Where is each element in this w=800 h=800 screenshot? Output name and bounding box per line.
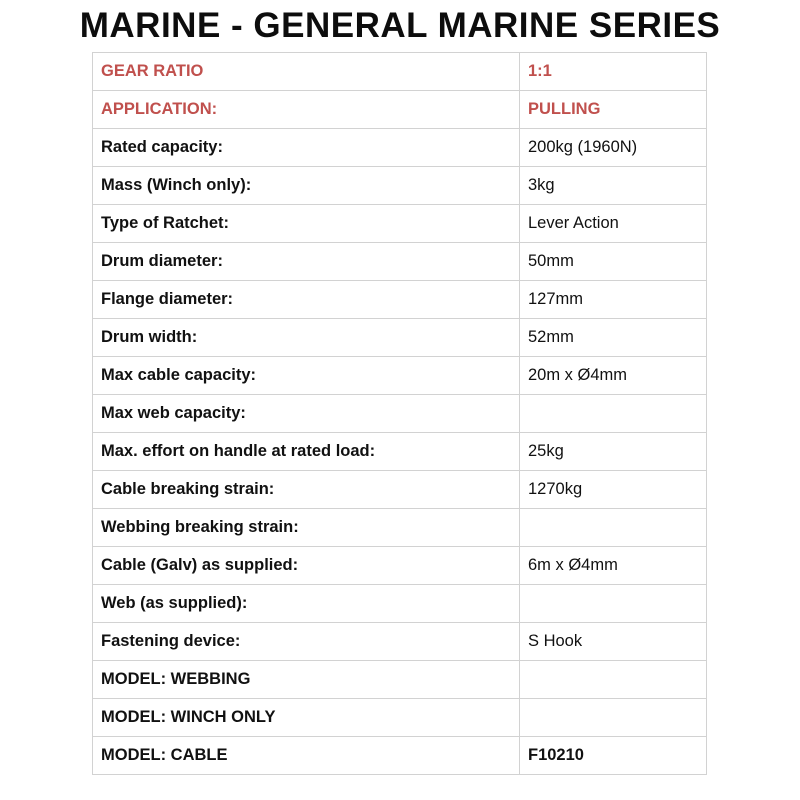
spec-value: PULLING: [520, 91, 707, 129]
spec-value: F10210: [520, 737, 707, 775]
spec-row: [93, 243, 707, 281]
spec-value: [520, 509, 707, 547]
spec-label: Cable (Galv) as supplied:: [93, 547, 520, 585]
spec-label: APPLICATION:: [93, 91, 520, 129]
spec-value: 52mm: [520, 319, 707, 357]
spec-row: [93, 129, 707, 167]
spec-label: MODEL: CABLE: [93, 737, 520, 775]
spec-label: Cable breaking strain:: [93, 471, 520, 509]
spec-table-body: [93, 53, 707, 775]
spec-row: [93, 205, 707, 243]
spec-value: 20m x Ø4mm: [520, 357, 707, 395]
spec-label: Flange diameter:: [93, 281, 520, 319]
spec-label: Mass (Winch only):: [93, 167, 520, 205]
spec-row: [93, 699, 707, 737]
spec-label: GEAR RATIO: [93, 53, 520, 91]
spec-row: [93, 281, 707, 319]
spec-value: 200kg (1960N): [520, 129, 707, 167]
spec-value: 3kg: [520, 167, 707, 205]
spec-label: Max web capacity:: [93, 395, 520, 433]
spec-label: Max cable capacity:: [93, 357, 520, 395]
spec-label: Rated capacity:: [93, 129, 520, 167]
spec-row: [93, 737, 707, 775]
spec-label: Fastening device:: [93, 623, 520, 661]
spec-row: [93, 547, 707, 585]
spec-value: [520, 585, 707, 623]
spec-value: Lever Action: [520, 205, 707, 243]
spec-label: Web (as supplied):: [93, 585, 520, 623]
spec-row: [93, 585, 707, 623]
spec-value: [520, 661, 707, 699]
spec-row: [93, 357, 707, 395]
spec-label: MODEL: WINCH ONLY: [93, 699, 520, 737]
spec-value: [520, 395, 707, 433]
spec-row: [93, 433, 707, 471]
spec-value: [520, 699, 707, 737]
spec-value: 25kg: [520, 433, 707, 471]
spec-value: 50mm: [520, 243, 707, 281]
spec-table: [92, 52, 707, 775]
spec-row: [93, 167, 707, 205]
spec-value: 6m x Ø4mm: [520, 547, 707, 585]
spec-row: [93, 91, 707, 129]
spec-row: [93, 319, 707, 357]
spec-value: 127mm: [520, 281, 707, 319]
spec-row: [93, 661, 707, 699]
spec-value: 1270kg: [520, 471, 707, 509]
spec-label: Drum diameter:: [93, 243, 520, 281]
spec-value: S Hook: [520, 623, 707, 661]
spec-value: 1:1: [520, 53, 707, 91]
spec-label: Drum width:: [93, 319, 520, 357]
spec-label: MODEL: WEBBING: [93, 661, 520, 699]
spec-row: [93, 623, 707, 661]
spec-row: [93, 395, 707, 433]
spec-label: Webbing breaking strain:: [93, 509, 520, 547]
spec-label: Max. effort on handle at rated load:: [93, 433, 520, 471]
spec-row: [93, 509, 707, 547]
page-title: MARINE - GENERAL MARINE SERIES: [79, 6, 721, 45]
spec-label: Type of Ratchet:: [93, 205, 520, 243]
spec-row: [93, 471, 707, 509]
spec-row: [93, 53, 707, 91]
